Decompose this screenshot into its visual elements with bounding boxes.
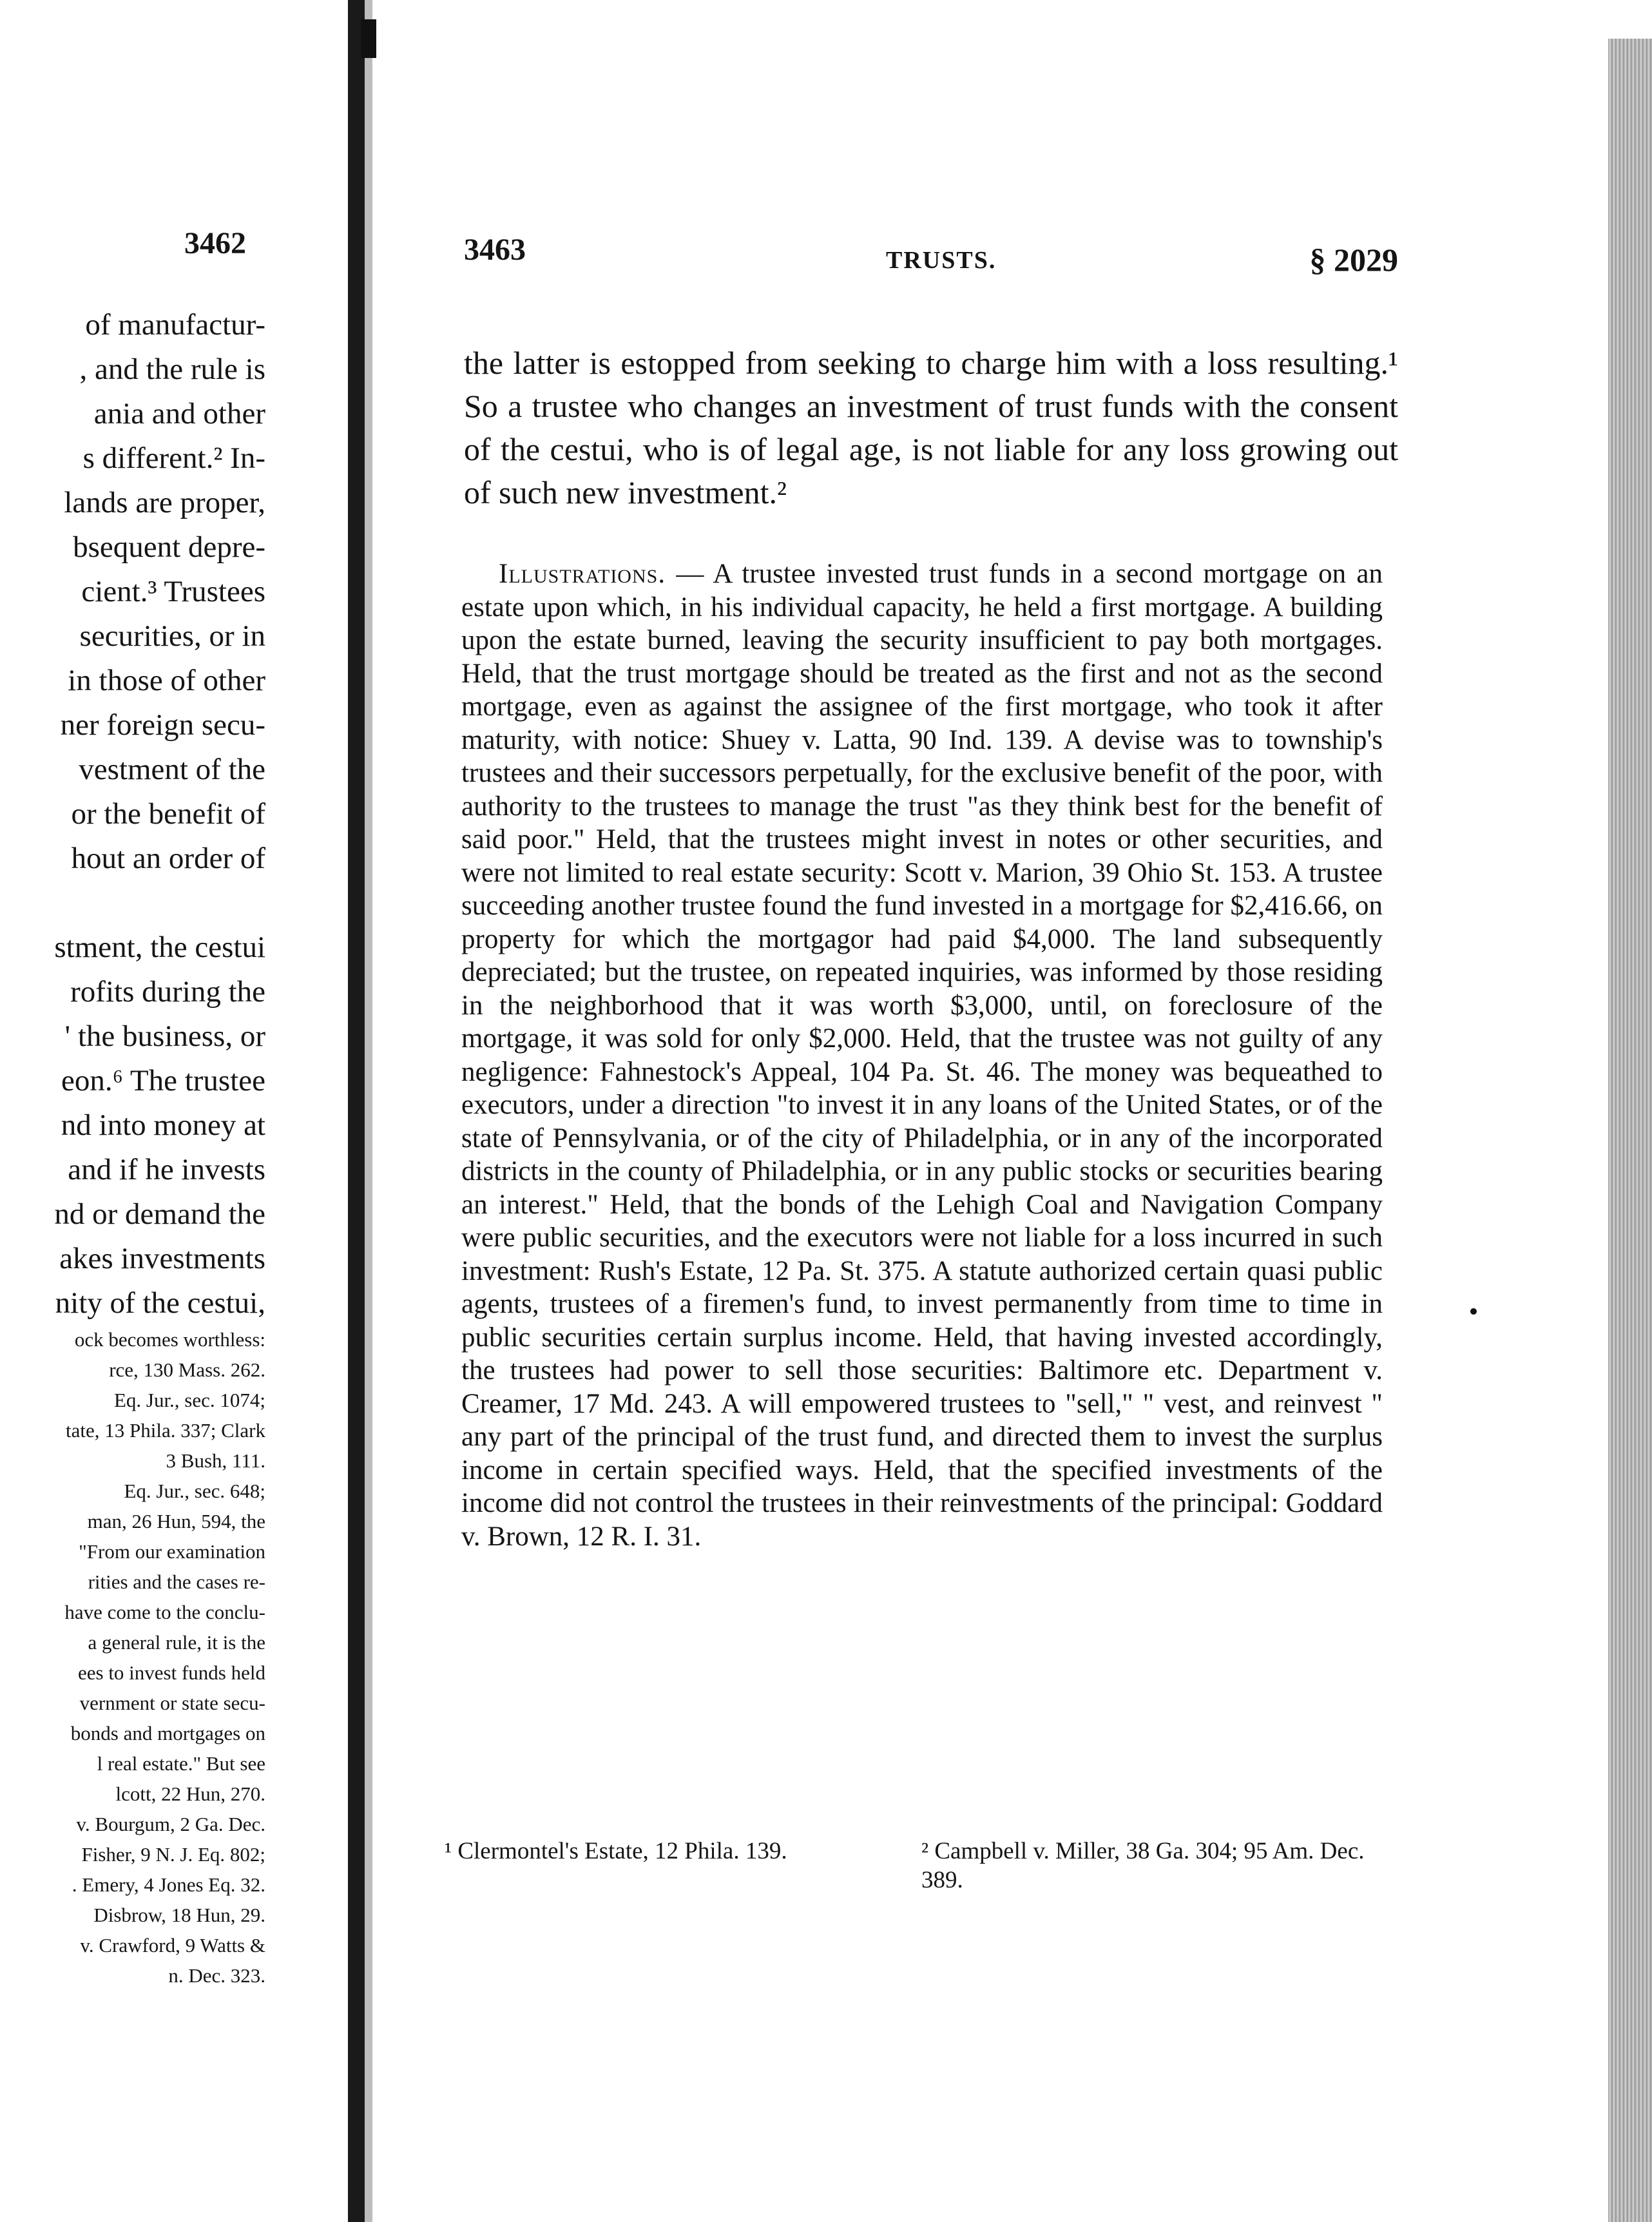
previous-page-footnotes bbox=[0, 1324, 265, 1991]
previous-page-line: cient.³ Trustees bbox=[81, 575, 265, 608]
previous-page-note-line: v. Bourgum, 2 Ga. Dec. bbox=[76, 1813, 265, 1835]
previous-page-line: of manufactur- bbox=[85, 308, 265, 342]
previous-page-note-line: Fisher, 9 N. J. Eq. 802; bbox=[81, 1843, 265, 1866]
body-paragraph: the latter is estopped from seeking to charge him with a loss resulting.¹ So a trustee who changes an investment of trust funds with the consent of the cestui, who is of legal age, is not liable for any loss growing out of such new investment.² bbox=[464, 345, 1398, 510]
previous-page-line: nd into money at bbox=[61, 1108, 265, 1142]
previous-page-note-line: n. Dec. 323. bbox=[168, 1964, 265, 1987]
previous-page-line: ' the business, or bbox=[64, 1019, 265, 1053]
previous-page-note-line: "From our examination bbox=[79, 1540, 265, 1563]
previous-page-note-line: lcott, 22 Hun, 270. bbox=[115, 1782, 265, 1805]
previous-page-note-line: ock becomes worthless: bbox=[74, 1328, 265, 1351]
binding-mark bbox=[361, 19, 376, 58]
previous-page-note-line: v. Crawford, 9 Watts & bbox=[80, 1934, 265, 1956]
previous-page-line: and if he invests bbox=[68, 1153, 265, 1186]
previous-page-line: or the benefit of bbox=[71, 797, 265, 831]
previous-page-text bbox=[0, 303, 265, 1326]
previous-page-note-line: ees to invest funds held bbox=[77, 1661, 265, 1684]
gutter-shadow bbox=[365, 0, 372, 2222]
previous-page-line: vestment of the bbox=[79, 753, 265, 786]
previous-page-line bbox=[0, 881, 265, 925]
previous-page-line: securities, or in bbox=[79, 619, 265, 653]
previous-page-line: stment, the cestui bbox=[54, 931, 265, 964]
previous-page-line: ania and other bbox=[93, 397, 265, 430]
illustrations-text: — A trustee invested trust funds in a second mortgage on an estate upon which, in his individual capacity, he held a first mortgage. A building upon the estate burned, leaving the security insufficient to pay both mortgages. Held, that the trust mortgage should be treated as the first and not as the second mortgage, even as against the assignee of the first mortgage, who took it after maturity, with notice: Shuey v. Latta, 90 Ind. 139. A devise was to township's trustees and their successors perpetually, for the exclusive benefit of the poor, with authority to the trustees to manage the trust "as they think best for the benefit of said poor." Held, that the trustees might invest in notes or other securities, and were not limited to real estate security: Scott v. Marion, 39 Ohio St. 153. A trustee succeeding another trustee found the fund invested in a mortgage for $2,416.66, on property for which the mortgagor had paid $4,000. The land subsequently depreciated; but the trustee, on repeated inquiries, was informed by those residing in the neighborhood that it was worth $3,000, until, on foreclosure of the mortgage, it was sold for only $2,000. Held, that the trustee was not guilty of any negligence: Fahnestock's Appeal, 104 Pa. St. 46. The money was bequeathed to executors, under a direction "to invest it in any loans of the United States, or of the state of Pennsylvania, or of the city of Philadelphia, or in any of the incorporated districts in the county of Philadelphia, or in any public stocks or securities bearing an interest." Held, that the bonds of the Lehigh Coal and Navigation Company were public securities, and the executors were not liable for a loss incurred in such investment: Rush's Estate, 12 Pa. St. 375. A statute authorized certain quasi public agents, trustees of a firemen's fund, to invest permanently from time to time in public securities certain surplus income. Held, that having invested accordingly, the trustees had power to sell those securities: Baltimore etc. Department v. Creamer, 17 Md. 243. A will empowered trustees to "sell," " vest, and reinvest " any part of the principal of the trust fund, and directed them to invest the surplus income in certain specified ways. Held, that the specified investments of the income did not control the trustees in their reinvestments of the principal: Goddard v. Brown, 12 R. I. 31. bbox=[461, 559, 1383, 1552]
page-edges bbox=[1608, 39, 1652, 2222]
previous-page-note-line: rities and the cases re- bbox=[88, 1570, 265, 1593]
previous-page-line: hout an order of bbox=[71, 842, 265, 875]
previous-page-line: akes investments bbox=[59, 1242, 265, 1275]
previous-page-note-line: Disbrow, 18 Hun, 29. bbox=[93, 1904, 265, 1926]
previous-page-line: lands are proper, bbox=[64, 486, 265, 519]
running-title: TRUSTS. bbox=[886, 247, 997, 274]
previous-page-note-line: 3 Bush, 111. bbox=[166, 1449, 265, 1472]
previous-page-line: eon.⁶ The trustee bbox=[61, 1064, 265, 1097]
margin-speck bbox=[1470, 1308, 1477, 1315]
previous-page-note-line: . Emery, 4 Jones Eq. 32. bbox=[72, 1873, 265, 1896]
previous-page-note-line: Eq. Jur., sec. 1074; bbox=[113, 1389, 265, 1411]
previous-page-fragment bbox=[0, 0, 348, 2222]
previous-page-note-line: rce, 130 Mass. 262. bbox=[109, 1358, 265, 1381]
footnote-1: ¹ Clermontel's Estate, 12 Phila. 139. bbox=[445, 1838, 787, 1864]
previous-page-line: rofits during the bbox=[70, 975, 265, 1009]
book-gutter bbox=[348, 0, 365, 2222]
previous-page-line: nd or demand the bbox=[54, 1197, 265, 1231]
section-number: § 2029 bbox=[1309, 242, 1398, 278]
previous-page-note-line: bonds and mortgages on bbox=[70, 1722, 265, 1744]
previous-page-note-line: Eq. Jur., sec. 648; bbox=[124, 1480, 265, 1502]
illustrations-paragraph bbox=[461, 557, 1383, 1553]
previous-page-note-line: vernment or state secu- bbox=[79, 1692, 265, 1714]
previous-page-line: s different.² In- bbox=[82, 441, 265, 475]
previous-page-note-line: have come to the conclu- bbox=[64, 1601, 265, 1623]
illustrations-label: Illustrations. bbox=[499, 559, 666, 589]
previous-page-line: bsequent depre- bbox=[73, 530, 265, 564]
previous-page-line: , and the rule is bbox=[79, 353, 265, 386]
previous-page-note-line: a general rule, it is the bbox=[88, 1631, 265, 1654]
running-header bbox=[464, 232, 1398, 284]
previous-page-line: ner foreign secu- bbox=[60, 708, 265, 742]
footnote-2: ² Campbell v. Miller, 38 Ga. 304; 95 Am. Dec. 389. bbox=[921, 1838, 1365, 1893]
page-number: 3463 bbox=[464, 233, 526, 267]
previous-page-note-line: l real estate." But see bbox=[97, 1752, 265, 1775]
previous-page-line: nity of the cestui, bbox=[55, 1286, 265, 1320]
previous-page-number: 3462 bbox=[184, 226, 246, 260]
previous-page-line: in those of other bbox=[68, 664, 265, 697]
previous-page-note-line: tate, 13 Phila. 337; Clark bbox=[66, 1419, 265, 1442]
previous-page-note-line: man, 26 Hun, 594, the bbox=[87, 1510, 265, 1532]
